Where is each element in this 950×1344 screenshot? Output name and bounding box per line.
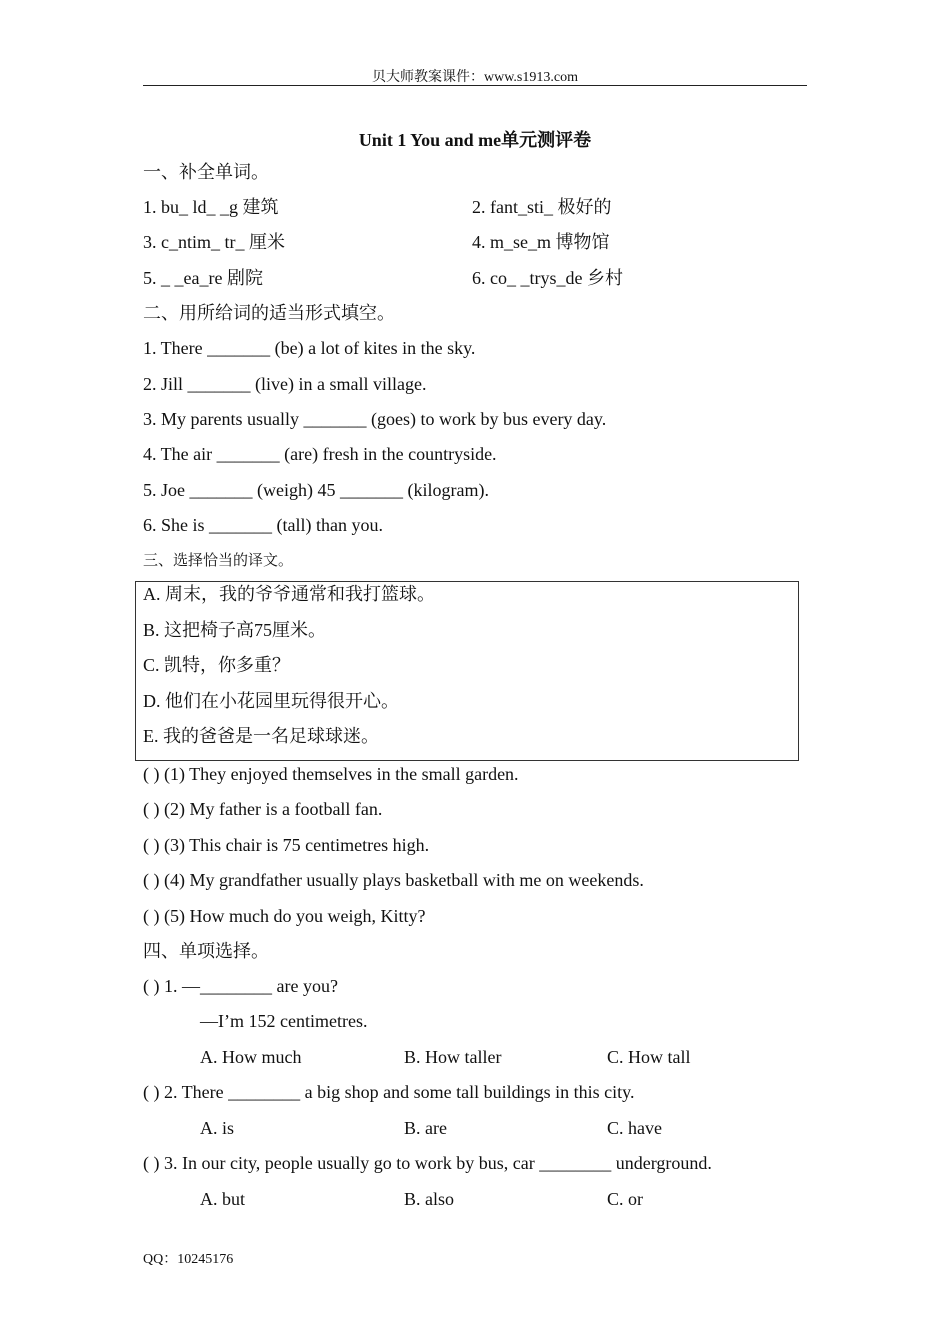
section1-item-6: 6. co_ _trys_de 乡村 — [472, 268, 623, 288]
section1-item-4: 4. m_se_m 博物馆 — [472, 232, 610, 252]
page-footer: QQ：10245176 — [143, 1252, 234, 1267]
question-3-option-b: B. also — [404, 1189, 455, 1209]
section2-item-2: 2. Jill _______ (live) in a small village. — [143, 374, 427, 394]
translation-option-d: D. 他们在小花园里玩得很开心。 — [143, 691, 399, 711]
question-1-option-b: B. How taller — [404, 1047, 502, 1067]
translation-option-c: C. 凯特，你多重？ — [143, 655, 291, 675]
section1-heading: 一、补全单词。 — [143, 162, 269, 182]
question-3-option-c: C. or — [607, 1189, 643, 1209]
section2-item-6: 6. She is _______ (tall) than you. — [143, 515, 383, 535]
question-3-stem: ( ) 3. In our city, people usually go to work by bus, car ________ underground. — [143, 1153, 712, 1173]
question-1-option-c: C. How tall — [607, 1047, 691, 1067]
section2-item-1: 1. There _______ (be) a lot of kites in the sky. — [143, 338, 476, 358]
question-1-stem-answer: —I’m 152 centimetres. — [200, 1011, 368, 1031]
question-1-stem: ( ) 1. —________ are you? — [143, 976, 338, 996]
section3-item-5: ( ) (5) How much do you weigh, Kitty? — [143, 906, 426, 926]
section3-heading: 三、选择恰当的译文。 — [143, 553, 294, 569]
question-2-stem: ( ) 2. There ________ a big shop and some tall buildings in this city. — [143, 1082, 635, 1102]
translation-option-a: A. 周末，我的爷爷通常和我打篮球。 — [143, 584, 435, 604]
question-2-option-a: A. is — [200, 1118, 235, 1138]
translation-option-e: E. 我的爸爸是一名足球球迷。 — [143, 726, 379, 746]
question-2-option-b: B. are — [404, 1118, 447, 1138]
section3-item-2: ( ) (2) My father is a football fan. — [143, 799, 383, 819]
question-1-option-a: A. How much — [200, 1047, 302, 1067]
section2-item-4: 4. The air _______ (are) fresh in the countryside. — [143, 444, 497, 464]
section4-heading: 四、单项选择。 — [143, 941, 269, 961]
section3-item-3: ( ) (3) This chair is 75 centimetres high. — [143, 835, 430, 855]
section1-item-5: 5. _ _ea_re 剧院 — [143, 268, 263, 288]
section3-item-1: ( ) (1) They enjoyed themselves in the small garden. — [143, 764, 519, 784]
section1-item-1: 1. bu_ ld_ _g 建筑 — [143, 197, 279, 217]
section1-item-2: 2. fant_sti_ 极好的 — [472, 197, 612, 217]
section3-item-4: ( ) (4) My grandfather usually plays basketball with me on weekends. — [143, 870, 644, 890]
section1-item-3: 3. c_ntim_ tr_ 厘米 — [143, 232, 285, 252]
section2-heading: 二、用所给词的适当形式填空。 — [143, 303, 395, 323]
page-header: 贝大师教案课件：www.s1913.com — [372, 70, 578, 85]
header-divider — [143, 85, 807, 86]
question-3-option-a: A. but — [200, 1189, 245, 1209]
question-2-option-c: C. have — [607, 1118, 662, 1138]
section2-item-3: 3. My parents usually _______ (goes) to work by bus every day. — [143, 409, 607, 429]
page-title: Unit 1 You and me单元测评卷 — [358, 130, 592, 150]
section2-item-5: 5. Joe _______ (weigh) 45 _______ (kilogram). — [143, 480, 489, 500]
translation-option-b: B. 这把椅子高75厘米。 — [143, 620, 327, 640]
